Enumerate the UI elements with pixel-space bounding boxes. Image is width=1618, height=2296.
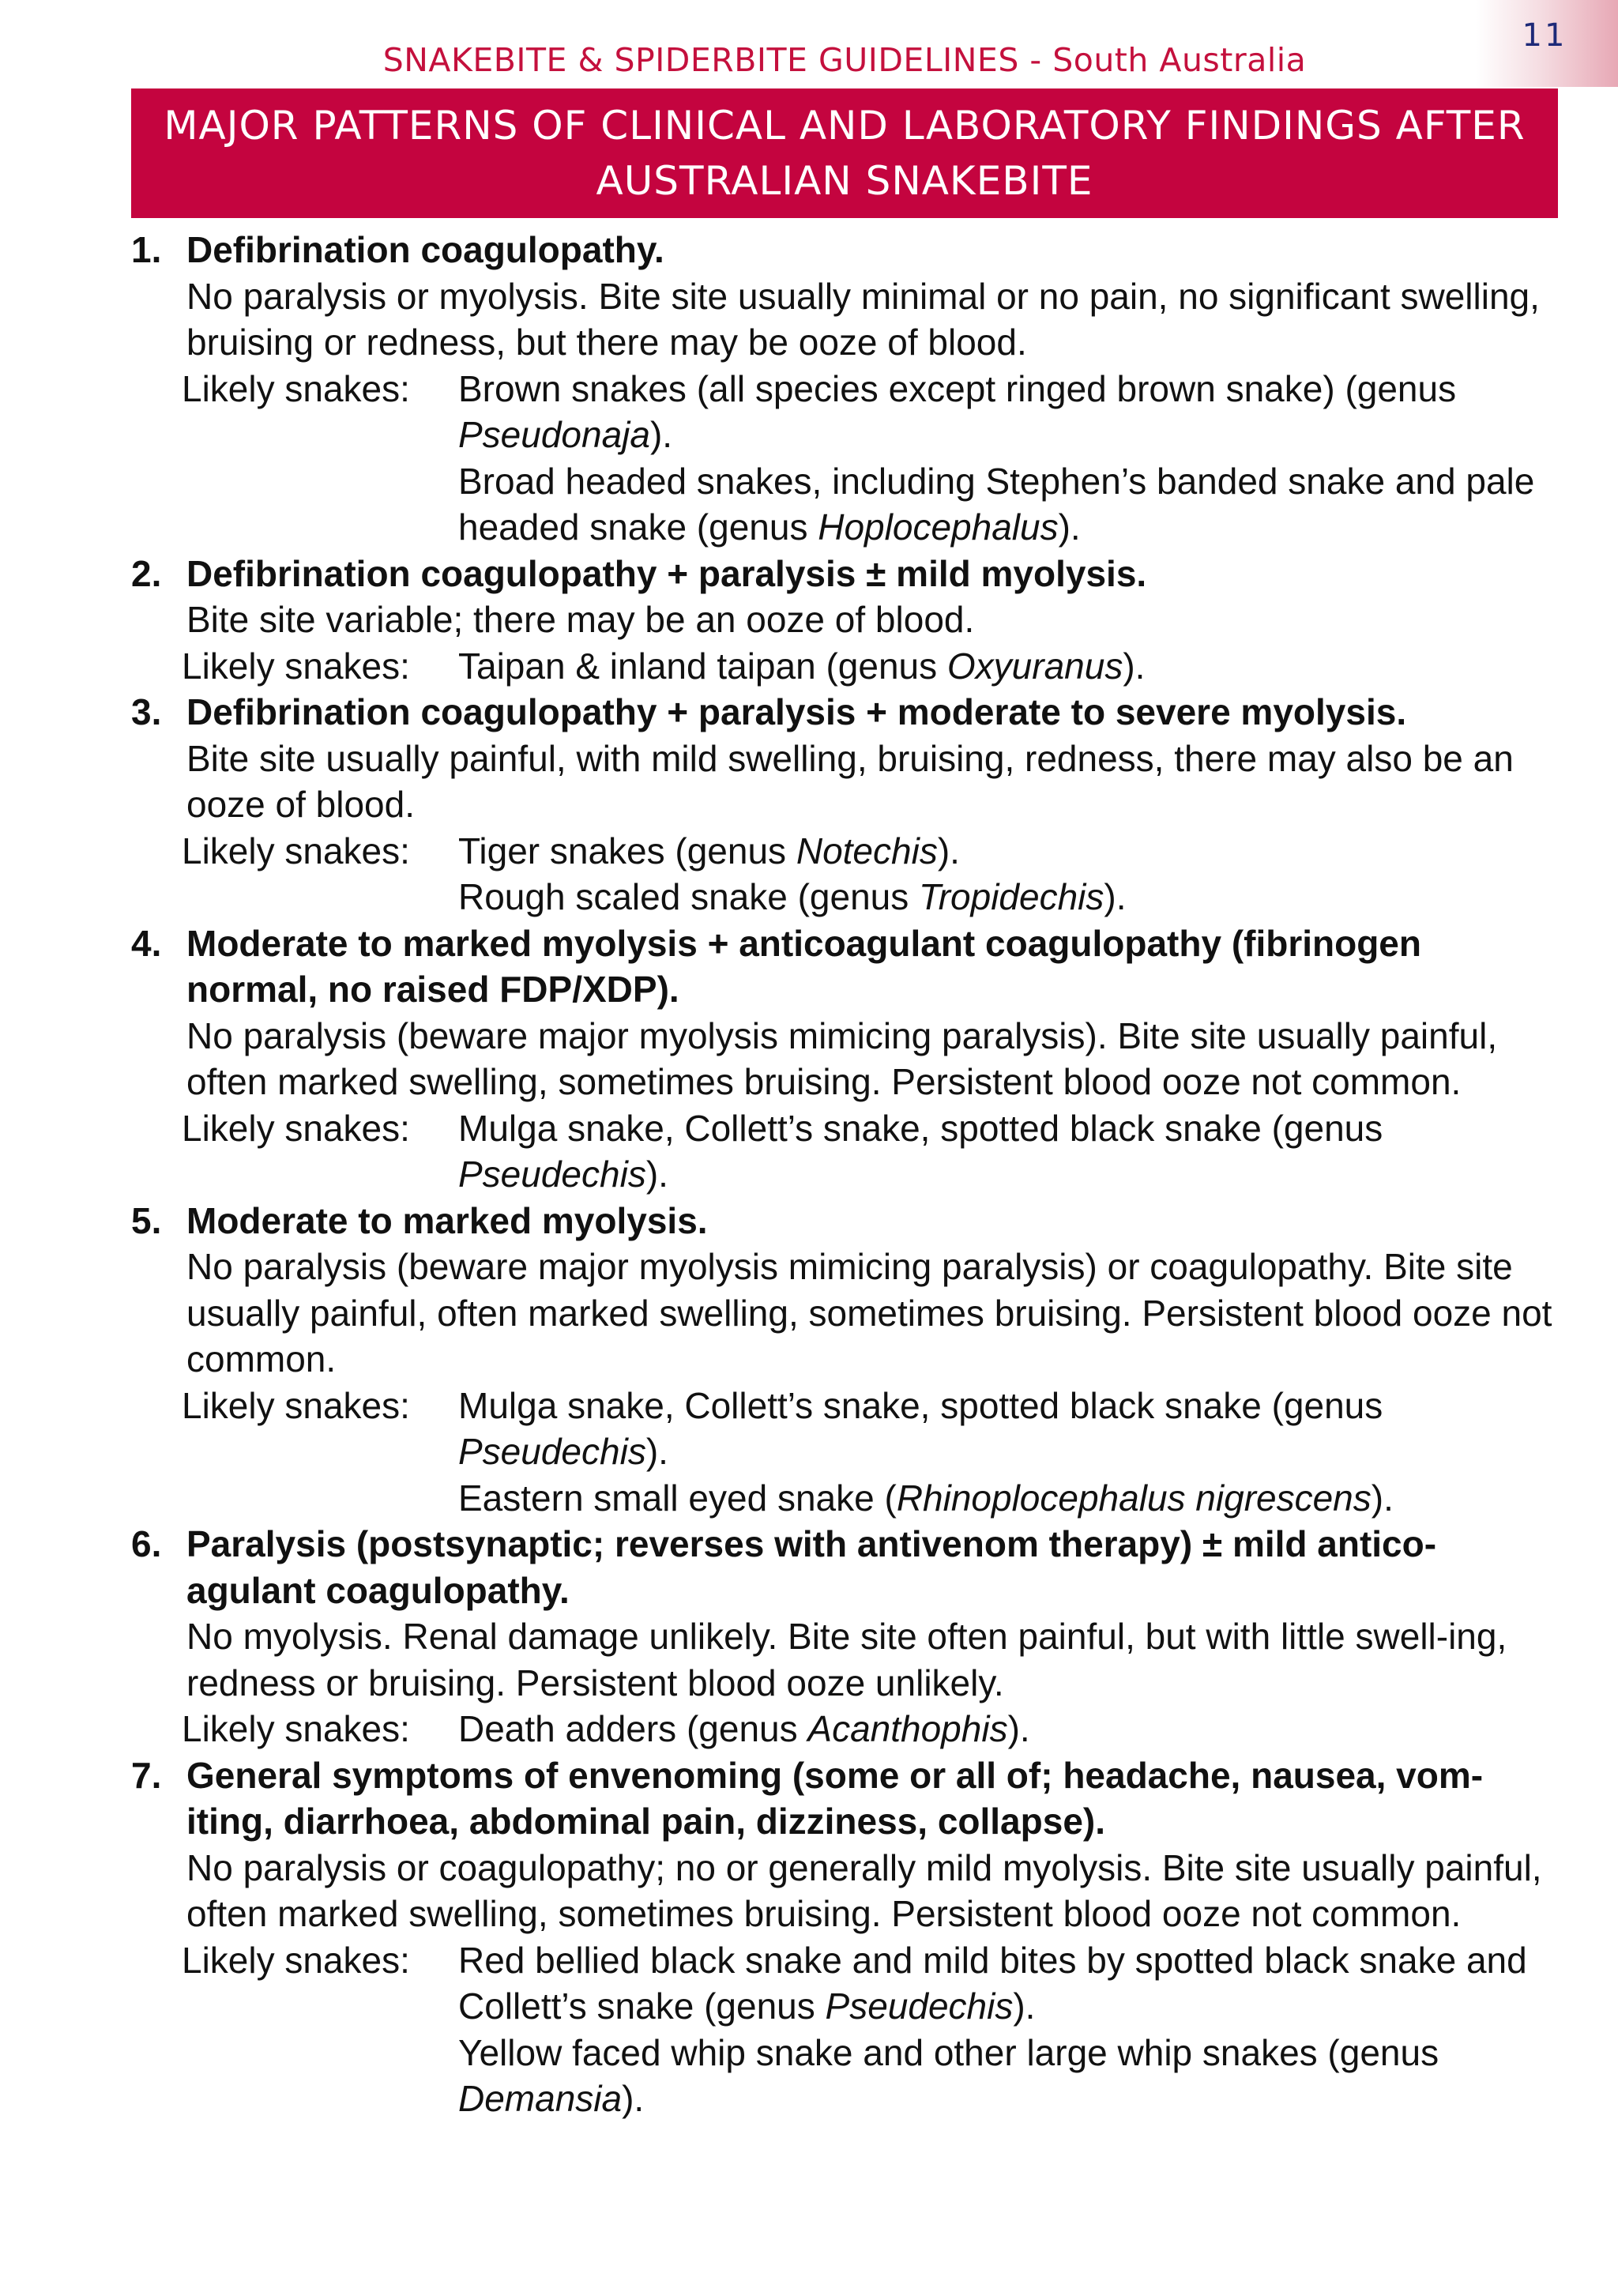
snake-entry: Mulga snake, Collett’s snake, spotted black snake (genus Pseudechis). bbox=[458, 1107, 1383, 1195]
item-number: 5. bbox=[131, 1199, 162, 1241]
genus-name: Acanthophis bbox=[807, 1708, 1008, 1749]
item-description: No myolysis. Renal damage unlikely. Bite site often painful, but with little swell-ing, redness or bruising. Persistent blood ooze unlikely. bbox=[186, 1616, 1507, 1703]
item-description: No paralysis (beware major myolysis mimicing paralysis) or coagulopathy. Bite site usually painful, often marked swelling, sometimes bruising. Persistent blood ooze not common. bbox=[186, 1246, 1552, 1379]
likely-snakes bbox=[182, 1383, 1558, 1522]
genus-name: Hoplocephalus bbox=[818, 506, 1059, 548]
snake-entry: Eastern small eyed snake (Rhinoplocephalus nigrescens). bbox=[458, 1477, 1394, 1519]
likely-snakes-label: Likely snakes: bbox=[182, 1708, 410, 1749]
likely-snakes-list bbox=[458, 643, 1558, 690]
genus-name: Pseudechis bbox=[458, 1431, 646, 1472]
snake-entry: Mulga snake, Collett’s snake, spotted black snake (genus Pseudechis). bbox=[458, 1384, 1383, 1472]
likely-snakes-label: Likely snakes: bbox=[182, 367, 410, 409]
item-heading: Defibrination coagulopathy + paralysis ± mild myolysis. bbox=[186, 552, 1147, 594]
finding-item bbox=[131, 1752, 1558, 2122]
likely-snakes bbox=[182, 1105, 1558, 1198]
item-description: No paralysis (beware major myolysis mimicing paralysis). Bite site usually painful, often marked swelling, sometimes bruising. Persistent blood ooze not common. bbox=[186, 1014, 1498, 1102]
likely-snakes-label: Likely snakes: bbox=[182, 830, 410, 871]
snake-entry: Broad headed snakes, including Stephen’s banded snake and pale headed snake (genus Hoplocephalus). bbox=[458, 460, 1535, 548]
genus-name: Oxyuranus bbox=[946, 645, 1123, 687]
title-line: AUSTRALIAN SNAKEBITE bbox=[596, 158, 1093, 204]
item-description: No paralysis or myolysis. Bite site usually minimal or no pain, no significant swelling, bruising or redness, but there may be ooze of blood. bbox=[186, 275, 1540, 363]
likely-snakes-label: Likely snakes: bbox=[182, 1384, 410, 1426]
item-heading: Defibrination coagulopathy + paralysis + moderate to severe myolysis. bbox=[186, 691, 1407, 732]
genus-name: Rhinoplocephalus nigrescens bbox=[896, 1477, 1372, 1519]
likely-snakes-label: Likely snakes: bbox=[182, 645, 410, 687]
page-number: 11 bbox=[1522, 17, 1567, 54]
genus-name: Demansia bbox=[458, 2078, 623, 2119]
likely-snakes bbox=[182, 366, 1558, 551]
title-banner bbox=[131, 88, 1558, 218]
likely-snakes-label: Likely snakes: bbox=[182, 1107, 410, 1149]
likely-snakes-list bbox=[458, 1706, 1558, 1752]
genus-name: Notechis bbox=[796, 830, 938, 871]
finding-item bbox=[131, 920, 1558, 1198]
snake-entry: Rough scaled snake (genus Tropidechis). bbox=[458, 876, 1127, 917]
snake-entry: Yellow faced whip snake and other large whip snakes (genus Demansia). bbox=[458, 2031, 1439, 2119]
snake-entry: Brown snakes (all species except ringed brown snake) (genus Pseudonaja). bbox=[458, 367, 1457, 455]
likely-snakes bbox=[182, 1937, 1558, 2122]
likely-snakes bbox=[182, 1706, 1558, 1752]
item-heading: Moderate to marked myolysis. bbox=[186, 1199, 708, 1241]
genus-name: Pseudechis bbox=[825, 1985, 1014, 2027]
item-number: 3. bbox=[131, 691, 162, 732]
finding-item bbox=[131, 551, 1558, 690]
item-description: No paralysis or coagulopathy; no or generally mild myolysis. Bite site usually painful, often marked swelling, sometimes bruising. Persistent blood ooze not common. bbox=[186, 1846, 1542, 1934]
item-heading: Moderate to marked myolysis + anticoagulant coagulopathy (fibrinogen normal, no raised FDP/XDP). bbox=[186, 922, 1421, 1010]
item-heading: Paralysis (postsynaptic; reverses with antivenom therapy) ± mild antico-agulant coagulopathy. bbox=[186, 1523, 1437, 1611]
likely-snakes bbox=[182, 643, 1558, 690]
item-heading: Defibrination coagulopathy. bbox=[186, 229, 664, 270]
likely-snakes-label: Likely snakes: bbox=[182, 1939, 410, 1981]
item-number: 2. bbox=[131, 552, 162, 594]
findings-list bbox=[131, 227, 1558, 2122]
page-title bbox=[164, 98, 1525, 209]
genus-name: Pseudonaja bbox=[458, 414, 650, 455]
likely-snakes-list bbox=[458, 1937, 1558, 2122]
finding-item bbox=[131, 1198, 1558, 1522]
snake-entry: Tiger snakes (genus Notechis). bbox=[458, 830, 960, 871]
snake-entry: Death adders (genus Acanthophis). bbox=[458, 1708, 1030, 1749]
snake-entry: Taipan & inland taipan (genus Oxyuranus). bbox=[458, 645, 1146, 687]
item-number: 7. bbox=[131, 1754, 162, 1796]
likely-snakes-list bbox=[458, 1383, 1558, 1522]
item-number: 6. bbox=[131, 1523, 162, 1564]
title-line: MAJOR PATTERNS OF CLINICAL AND LABORATORY FINDINGS AFTER bbox=[164, 103, 1526, 149]
item-description: Bite site variable; there may be an ooze of blood. bbox=[186, 599, 975, 640]
item-number: 1. bbox=[131, 229, 162, 270]
likely-snakes bbox=[182, 828, 1558, 920]
likely-snakes-list bbox=[458, 366, 1558, 551]
running-header: SNAKEBITE & SPIDERBITE GUIDELINES - South Australia bbox=[382, 41, 1307, 79]
genus-name: Pseudechis bbox=[458, 1154, 646, 1195]
likely-snakes-list bbox=[458, 1105, 1558, 1198]
item-heading: General symptoms of envenoming (some or all of; headache, nausea, vom-iting, diarrhoea, abdominal pain, dizziness, collapse). bbox=[186, 1754, 1484, 1842]
likely-snakes-list bbox=[458, 828, 1558, 920]
finding-item bbox=[131, 227, 1558, 551]
item-number: 4. bbox=[131, 922, 162, 964]
item-description: Bite site usually painful, with mild swelling, bruising, redness, there may also be an ooze of blood. bbox=[186, 737, 1514, 825]
finding-item bbox=[131, 689, 1558, 920]
genus-name: Tropidechis bbox=[919, 876, 1104, 917]
snake-entry: Red bellied black snake and mild bites by spotted black snake and Collett’s snake (genus Pseudechis). bbox=[458, 1939, 1527, 2027]
finding-item bbox=[131, 1521, 1558, 1752]
